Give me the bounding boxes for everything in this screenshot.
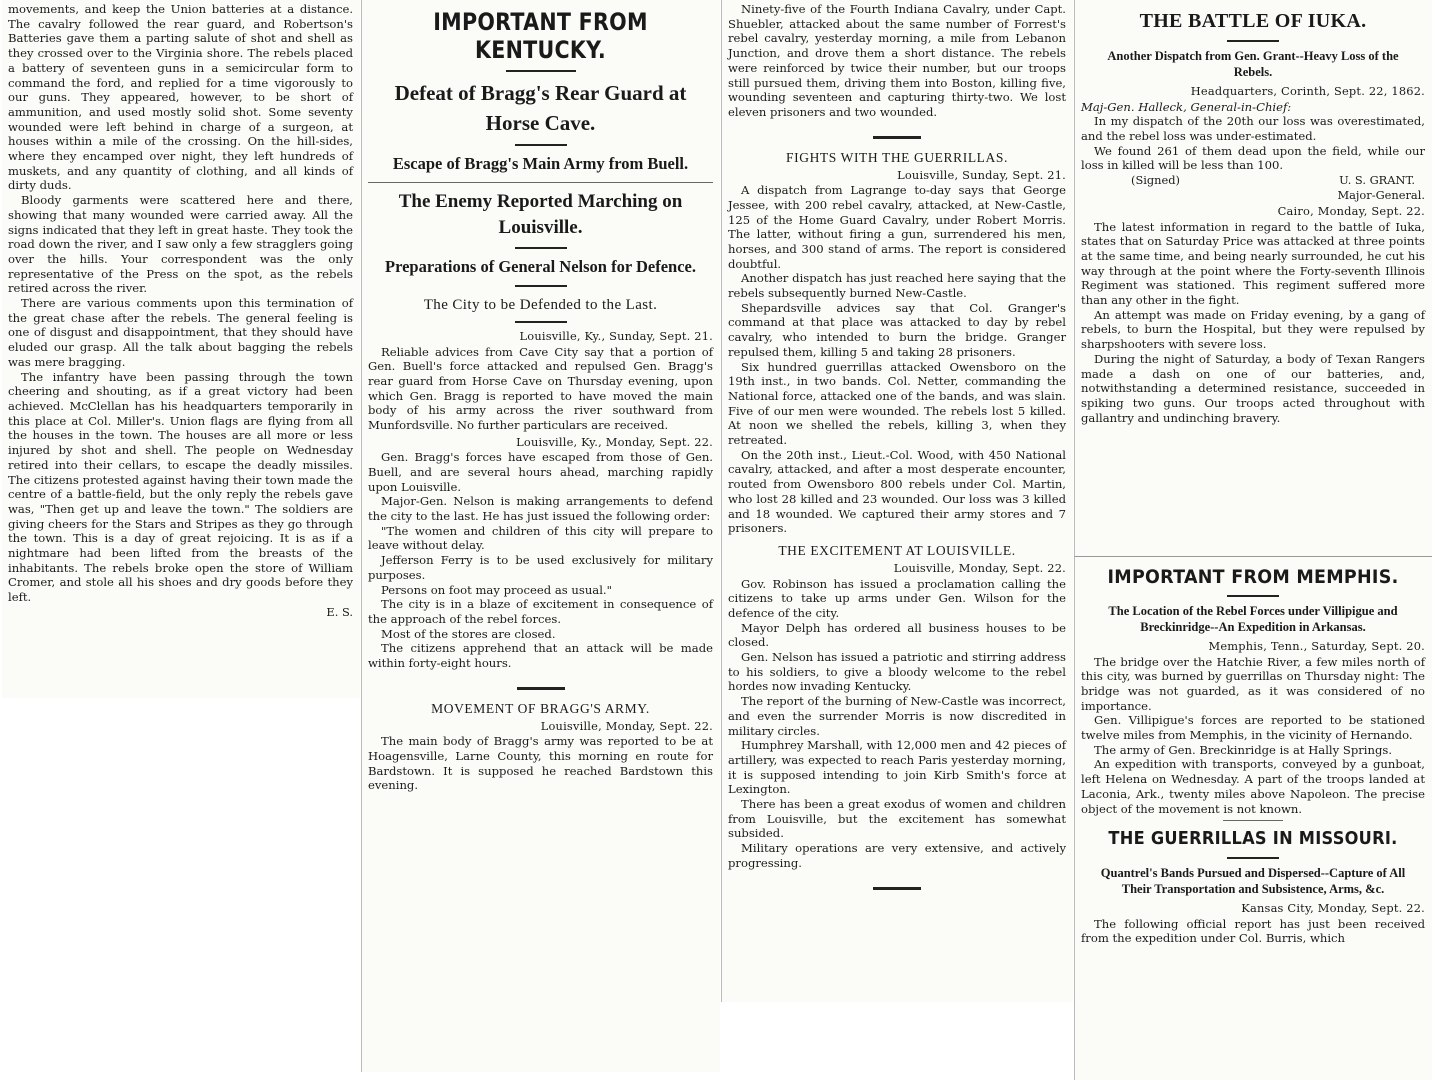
paragraph: The following official report has just been received from the expedition under Col. Burris, which [1081, 916, 1425, 946]
paragraph: Jefferson Ferry is to be used exclusively for military purposes. [368, 553, 713, 582]
paragraph: The latest information in regard to the battle of Iuka, states that on Saturday Price was attacked at three points at the same time, and being nearly surrounded, he cut his way through at the point where the Forty-seventh Illinois Regiment was stationed. This regiment suffered more than any other in the fight. [1081, 219, 1425, 308]
signature-row [1081, 173, 1425, 188]
signed-label: (Signed) [1131, 173, 1180, 188]
divider [1227, 40, 1279, 42]
article-column-1 [2, 0, 360, 698]
deck-heading: Escape of Bragg's Main Army from Buell. [392, 154, 689, 173]
paragraph: The report of the burning of New-Castle was incorrect, and even the surrender Morris is now discredited in military circles. [728, 694, 1066, 738]
section-heading: FIGHTS WITH THE GUERRILLAS. [786, 149, 1008, 165]
paragraph: Reliable advices from Cave City say that a portion of Gen. Buell's force attacked and repulsed Gen. Bragg's rear guard from Horse Cave on Thursday evening, upon which Gen. Bragg is reported to have moved the main body of his army across the river southward from Munfordsville. No further particulars are received. [368, 344, 713, 433]
paragraph: Gen. Villipigue's forces are reported to be stationed twelve miles from Memphis, in the vicinity of Hernando. [1081, 713, 1425, 743]
paragraph: An expedition with transports, conveyed by a gunboat, left Helena on Wednesday. A part of the troops landed at Laconia, Ark., twenty miles above Napoleon. The precise object of the movement is not known. [1081, 757, 1425, 816]
deck-heading: Preparations of General Nelson for Defence. [385, 257, 696, 276]
headline: THE BATTLE OF IUKA. [1139, 10, 1367, 32]
divider [1227, 857, 1279, 859]
paragraph: Gov. Robinson has issued a proclamation calling the citizens to take up arms under Gen. Wilson for the defence of the city. [728, 576, 1066, 620]
dateline: Louisville, Monday, Sept. 22. [540, 718, 713, 733]
salutation: Maj-Gen. Halleck, General-in-Chief: [1081, 99, 1292, 114]
paragraph: Gen. Nelson has issued a patriotic and stirring address to his soldiers, to give a bloody welcome to the rebel hordes now invading Kentucky. [728, 650, 1066, 694]
paragraph: A dispatch from Lagrange to-day says that George Jessee, with 200 rebel cavalry, attacked, at New-Castle, 125 of the Home Guard Cavalry, under Robert Morris. The latter, without firing a gun, surrendered his men, horses, and 300 stand of arms. The report is considered doubtful. [728, 183, 1066, 271]
divider [515, 285, 567, 287]
signature: E. S. [326, 604, 353, 619]
divider [515, 321, 567, 323]
paragraph: In my dispatch of the 20th our loss was overestimated, and the rebel loss was under-estimated. [1081, 114, 1425, 143]
deck-heading: The City to be Defended to the Last. [423, 297, 658, 313]
divider [728, 124, 1066, 143]
divider [506, 70, 576, 72]
paragraph: Military operations are very extensive, and actively progressing. [728, 841, 1066, 870]
divider [515, 247, 567, 249]
paragraph: Humphrey Marshall, with 12,000 men and 42 pieces of artillery, was expected to reach Paris yesterday morning, it is supposed intending to join Kirb Smith's force at Lexington. [728, 738, 1066, 797]
paragraph: Mayor Delph has ordered all business houses to be closed. [728, 620, 1066, 650]
dateline: Louisville, Sunday, Sept. 21. [897, 167, 1066, 182]
headline: THE GUERRILLAS IN MISSOURI. [1108, 828, 1398, 850]
paragraph: We found 261 of them dead upon the field, while our loss in killed will be less than 100. [1081, 143, 1425, 173]
paragraph: Another dispatch has just reached here saying that the rebels subsequently burned New-Castle. [728, 271, 1066, 301]
paragraph: movements, and keep the Union batteries at a distance. The cavalry followed the rear guard, and Robertson's Batteries gave them a parting salute of shot and shell as they crossed over to the Virginia shore. The rebels placed a battery of seventeen guns in a semicircular form to command the ford, and replied for a time vigorously to our guns. They appeared, however, to be short of ammunition, and used mostly solid shot. Some seventy wounded were left behind in charge of a surgeon, at houses within a mile of the crossing. On the hill-sides, where they encamped over night, they left hundreds of muskets, and any quantity of clothing, and all kinds of dirty duds. [8, 2, 353, 193]
headline: IMPORTANT FROM KENTUCKY. [433, 8, 648, 64]
paragraph: The bridge over the Hatchie River, a few miles north of this city, was burned by guerrillas on Thursday night: The bridge was not guarded, as it was considered of no importance. [1081, 654, 1425, 713]
dateline: Louisville, Monday, Sept. 22. [893, 561, 1066, 575]
section-heading: THE EXCITEMENT AT LOUISVILLE. [778, 543, 1016, 558]
dateline: Louisville, Ky., Sunday, Sept. 21. [519, 329, 713, 343]
paragraph: There has been a great exodus of women and children from Louisville, but the excitement has somewhat subsided. [728, 797, 1066, 841]
dateline: Kansas City, Monday, Sept. 22. [1241, 901, 1425, 916]
paragraph: Ninety-five of the Fourth Indiana Cavalry, under Capt. Shuebler, attacked about the same number of Forrest's rebel cavalry, yesterday morning, a mile from Lebanon Junction, and drove them a short distance. The rebels were reinforced by twice their number, but our troops still pursued them, driving them into Boston, killing five, wounding seventeen and capturing thirty-two. We lost eleven prisoners and two wounded. [728, 2, 1066, 119]
dateline: Headquarters, Corinth, Sept. 22, 1862. [1190, 84, 1425, 98]
paragraph: The infantry have been passing through the town cheering and shouting, as if a great victory had been achieved. McClellan has his headquarters temporarily in this place at Col. Miller's. Union flags are flying from all the houses in the town. The houses are all more or less injured by shot and shell. The people on Wednesday retired into their cellars, to escape the deadly missiles. The citizens protested against having their town made the centre of a battle-field, but the only reply the rebels gave was, "Then get up and leave the town." The soldiers are giving cheers for the Stars and Stripes as they go through the town. This is a day of great rejoicing. It is as if a nightmare had been lifted from the breasts of the inhabitants. The rebels broke open the store of William Cromer, and stole all his shoes and dry goods before they left. [8, 369, 353, 605]
divider [515, 144, 567, 146]
paragraph: An attempt was made on Friday evening, by a gang of rebels, to burn the Hospital, but they were repulsed by sharpshooters with severe loss. [1081, 307, 1425, 352]
section-heading: MOVEMENT OF BRAGG'S ARMY. [431, 700, 650, 716]
paragraph: Gen. Bragg's forces have escaped from those of Gen. Buell, and are several hours ahead, marching rapidly upon Louisville. [368, 450, 713, 494]
deck-heading: The Location of the Rebel Forces under Villipigue and Breckinridge--An Expedition in Arkansas. [1108, 604, 1398, 634]
article-column-4-top [1074, 0, 1432, 556]
deck-heading: Defeat of Bragg's Rear Guard at Horse Cave. [394, 81, 687, 135]
dateline: Cairo, Monday, Sept. 22. [1277, 204, 1425, 219]
paragraph: Bloody garments were scattered here and there, showing that many wounded were carried away. All the signs indicated that they left in great haste. They took the road down the river, and I saw only a few stragglers going over the hills. Your correspondent was the only representative of the Press on the spot, as the rebels retired across the river. [8, 193, 353, 296]
paragraph: Six hundred guerrillas attacked Owensboro on the 19th inst., in two bands. Col. Netter, commanding the National force, attacked one of the bands, and was slain. Five of our men were wounded. The rebels lost 5 killed. At noon we shelled the rebels, killing 3, when they retreated. [728, 359, 1066, 448]
dateline: Memphis, Tenn., Saturday, Sept. 20. [1208, 639, 1425, 653]
paragraph: There are various comments upon this termination of the great chase after the rebels. The general feeling is one of disgust and disappointment, that they should have eluded our grasp. All the talk about bagging the rebels was mere bragging. [8, 296, 353, 369]
paragraph: On the 20th inst., Lieut.-Col. Wood, with 450 National cavalry, attacked, and after a most desperate encounter, routed from Owensboro 800 rebels under Col. Martin, who lost 28 killed and 23 wounded. Our loss was 3 killed and 18 wounded. We captured their army stores and 7 prisoners. [728, 447, 1066, 536]
divider [1227, 595, 1279, 597]
paragraph: The army of Gen. Breckinridge is at Hally Springs. [1094, 742, 1393, 757]
paragraph: "The women and children of this city will prepare to leave without delay. [368, 523, 713, 553]
paragraph: Most of the stores are closed. [381, 626, 556, 641]
deck-heading: The Enemy Reported Marching on Louisville. [398, 191, 683, 238]
headline: IMPORTANT FROM MEMPHIS. [1107, 566, 1399, 588]
paragraph: Persons on foot may proceed as usual." [381, 582, 612, 597]
signer-name: U. S. GRANT. [1339, 173, 1415, 188]
divider [728, 875, 1066, 894]
paragraph: The citizens apprehend that an attack will be made within forty-eight hours. [368, 641, 713, 671]
paragraph: The city is in a blaze of excitement in consequence of the approach of the rebel forces. [368, 597, 713, 626]
paragraph: Major-Gen. Nelson is making arrangements to defend the city to the last. He has just issued the following order: [368, 494, 713, 524]
paragraph: The main body of Bragg's army was reported to be at Hoagensville, Larne County, this morning en route for Bardstown. It is supposed he reached Bardstown this evening. [368, 734, 713, 793]
deck-heading: Quantrel's Bands Pursued and Dispersed--Capture of All Their Transportation and Subsistence, Arms, &c. [1100, 866, 1406, 897]
dateline: Louisville, Ky., Monday, Sept. 22. [516, 434, 713, 449]
article-column-3 [721, 0, 1073, 1002]
paragraph: Shepardsville advices say that Col. Granger's command at that place was attacked to day by rebel cavalry, who intended to burn the bridge. Granger repulsed them, killing 5 and taking 28 prisoners. [728, 300, 1066, 359]
article-column-2 [361, 0, 720, 1072]
article-column-4-bottom [1074, 556, 1432, 1080]
deck-heading: Another Dispatch from Gen. Grant--Heavy Loss of the Rebels. [1107, 49, 1399, 79]
divider [368, 182, 713, 183]
paragraph: During the night of Saturday, a body of Texan Rangers made a dash on one of our batteries, and, notwithstanding a determined resistance, succeeded in spiking two guns. Our troops acted throughout with gallantry and undinching bravery. [1081, 351, 1425, 425]
divider [1223, 820, 1283, 821]
divider [368, 675, 713, 694]
signer-title: Major-General. [1337, 187, 1425, 202]
